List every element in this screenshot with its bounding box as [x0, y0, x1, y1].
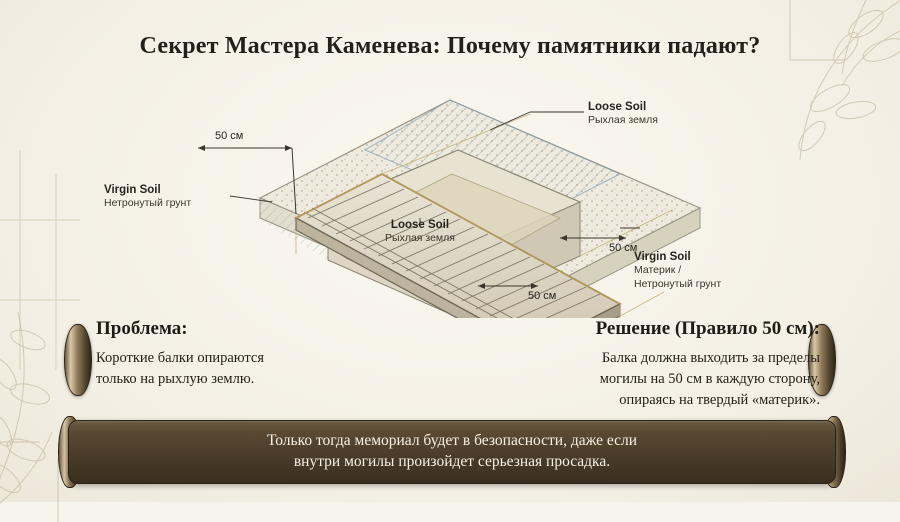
problem-body — [68, 348, 398, 390]
solution-column — [500, 318, 830, 411]
problem-solution-columns — [0, 318, 900, 418]
solution-line-1: Балка должна выходить за пределы — [601, 350, 820, 366]
grave-beam-diagram — [60, 78, 850, 318]
banner-line-1: Только тогда мемориал будет в безопасности, даже если — [266, 432, 638, 450]
problem-line-2: только на рыхлую землю. — [96, 371, 255, 388]
solution-line-2: могилы на 50 см в каждую сторону, — [599, 371, 820, 388]
problem-column — [68, 318, 398, 390]
solution-heading: Решение (Правило 50 см): — [595, 318, 820, 339]
problem-line-1: Короткие балки опираются — [96, 350, 265, 366]
label-virgin-soil-left: Virgin Soil Нетронутый грунт — [104, 184, 192, 210]
dimension-right-lower-50cm: 50 см — [528, 290, 557, 302]
solution-line-3: опираясь на твердый «материк». — [619, 392, 820, 409]
banner-text — [227, 431, 677, 473]
label-loose-soil-center: Loose Soil Рыхлая земля — [385, 219, 455, 245]
solution-body — [500, 348, 830, 411]
conclusion-banner — [68, 420, 836, 484]
label-loose-soil-top: Loose Soil Рыхлая земля — [588, 101, 658, 127]
dimension-left-50cm: 50 см — [215, 130, 244, 142]
problem-heading: Проблема: — [96, 318, 188, 339]
dimension-right-upper-50cm: 50 см — [609, 242, 638, 254]
label-virgin-soil-right: Virgin Soil Материк / Нетронутый грунт — [634, 251, 722, 290]
banner-line-2: внутри могилы произойдет серьезная просадка. — [293, 453, 611, 470]
page-title: Секрет Мастера Каменева: Почему памятники падают? — [139, 33, 761, 59]
